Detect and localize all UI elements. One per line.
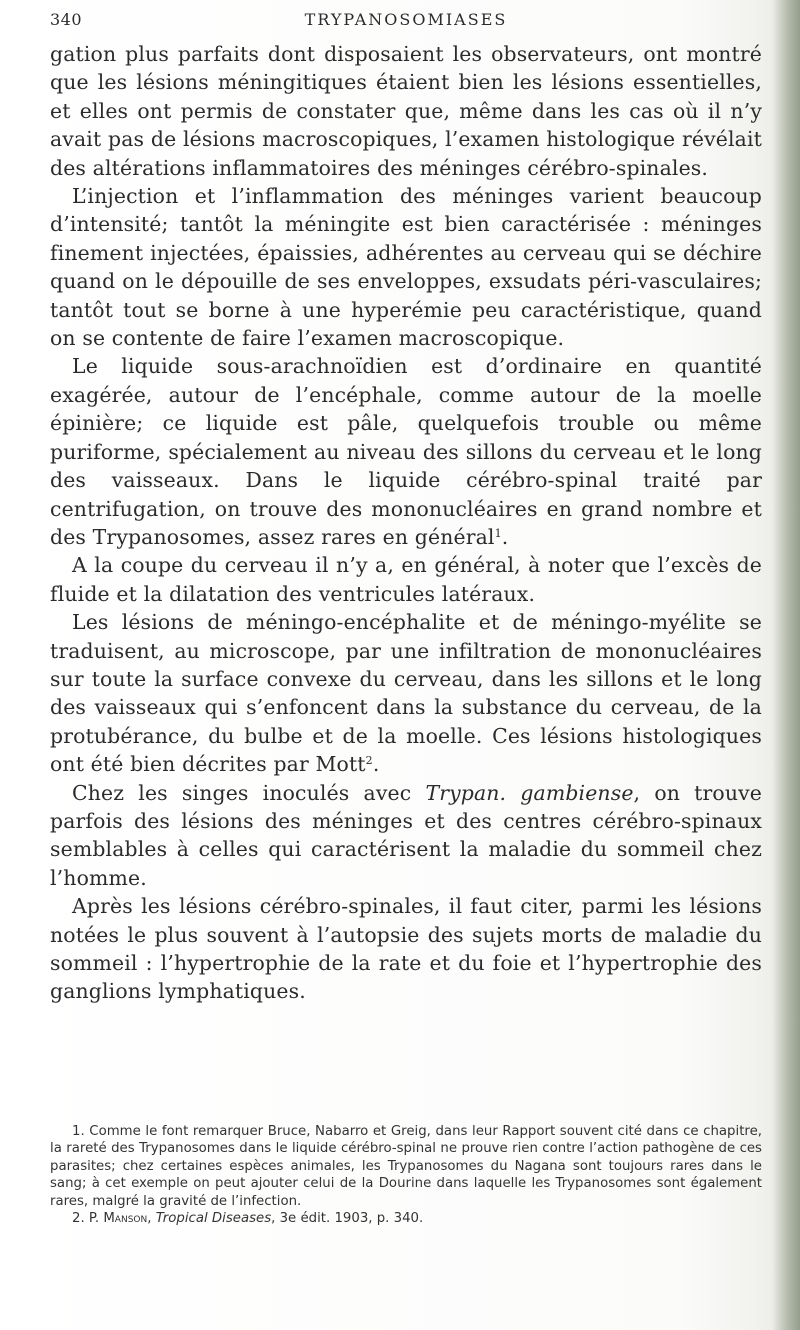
paragraph-6 xyxy=(50,779,762,893)
paragraph-5-text: Les lésions de méningo-encéphalite et de méningo-myélite se traduisent, au microscope, par une infiltration de mononucléaires sur toute la surface convexe du cerveau, dans les sillons et le long des vaisseaux qui s’enfoncent dans la substance du cerveau, de la protubérance, du bulbe et de la moelle. Ces lésions histologiques ont été bien décrites par Mott xyxy=(50,610,762,777)
paragraph-3-end: . xyxy=(501,524,509,549)
body-text xyxy=(50,40,762,1006)
species-name: Trypan. gambiense xyxy=(425,780,634,805)
paragraph-3 xyxy=(50,352,762,551)
paragraph-5 xyxy=(50,608,762,778)
footnote-2 xyxy=(50,1210,762,1227)
paragraph-6-end: , on trouve parfois des lésions des méninges et des centres cérébro-spinaux semblables à celles qui caractérisent la maladie du sommeil chez l’homme. xyxy=(50,780,763,890)
footnote-2-author: Manson xyxy=(103,1211,148,1227)
page-number: 340 xyxy=(50,10,83,29)
footnote-2-rest: , 3e édit. 1903, p. 340. xyxy=(271,1211,424,1227)
footnotes xyxy=(50,1123,762,1227)
paragraph-1: gation plus parfaits dont disposaient les observateurs, ont montré que les lésions méningitiques étaient bien les lésions essentielles, et elles ont permis de constater que, même dans les cas où il n’y avait pas de lésions macroscopiques, l’examen histologique révélait des altérations inflammatoires des méninges cérébro-spinales. xyxy=(50,42,762,180)
paragraph-6-start: Chez les singes inoculés avec xyxy=(72,780,426,805)
page-header xyxy=(50,10,762,32)
footnote-1: 1. Comme le font remarquer Bruce, Nabarro et Greig, dans leur Rapport souvent cité dans ce chapitre, la rareté des Trypanosomes dans le liquide cérébro-spinal ne prouve rien contre l’action pathogène de ces parasites; chez certaines espèces animales, les Trypanosomes du Nagana sont toujours rares dans le sang; à cet exemple on peut ajouter celui de la Dourine dans laquelle les Trypanosomes sont également rares, malgré la gravité de l’infection. xyxy=(50,1124,762,1209)
footnote-2-num: 2. P. xyxy=(72,1211,104,1227)
paragraph-2: L’injection et l’inflammation des méninges varient beaucoup d’intensité; tantôt la méningite est bien caractérisée : méninges finement injectées, épaissies, adhérentes au cerveau qui se déchire quand on le dépouille de ses enveloppes, exsudats péri-vasculaires; tantôt tout se borne à une hyperémie peu caractéristique, quand on se contente de faire l’examen macroscopique. xyxy=(50,184,762,351)
page-edge-shadow xyxy=(772,0,800,1330)
paragraph-3-text: Le liquide sous-arachnoïdien est d’ordinaire en quantité exagérée, autour de l’encéphale, comme autour de la moelle épinière; ce liquide est pâle, quelquefois trouble ou même puriforme, spécialement au niveau des sillons du cerveau et le long des vaisseaux. Dans le liquide cérébro-spinal traité par centrifugation, on trouve des mononucléaires en grand nombre et des Trypanosomes, assez rares en général xyxy=(50,354,762,549)
paragraph-4: A la coupe du cerveau il n’y a, en général, à noter que l’excès de fluide et la dilatation des ventricules latéraux. xyxy=(50,553,762,606)
footnote-2-sep: , xyxy=(147,1211,156,1227)
paragraph-5-end: . xyxy=(372,752,380,777)
footnote-2-title: Tropical Diseases xyxy=(155,1211,272,1227)
paragraph-7: Après les lésions cérébro-spinales, il faut citer, parmi les lésions notées le plus souvent à l’autopsie des sujets morts de maladie du sommeil : l’hypertrophie de la rate et du foie et l’hypertrophie des ganglions lymphatiques. xyxy=(50,894,762,1004)
running-head: TRYPANOSOMIASES xyxy=(304,10,508,29)
footnote-ref-1[interactable]: 1 xyxy=(494,526,502,540)
footnote-ref-2[interactable]: 2 xyxy=(365,754,373,768)
